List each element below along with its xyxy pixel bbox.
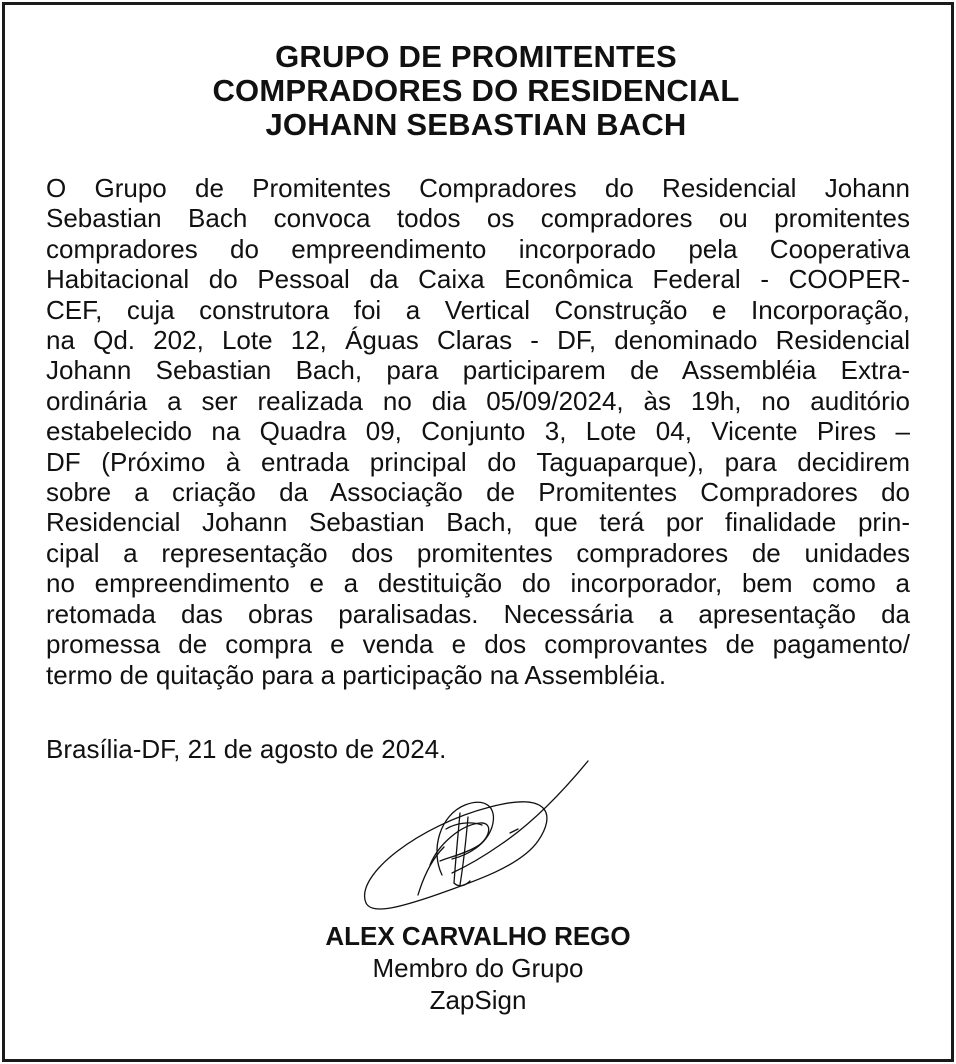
- body-line: sobre a criação da Associação de Promitentes Compradores do: [46, 477, 910, 508]
- body-line: promessa de compra e venda e dos comprovantes de pagamento/: [46, 629, 910, 660]
- body-line: no empreendimento e a destituição do incorporador, bem como a: [46, 568, 910, 599]
- notice-body: [46, 173, 910, 690]
- body-line: ordinária a ser realizada no dia 05/09/2024, às 19h, no auditório: [46, 385, 910, 416]
- body-line: Residencial Johann Sebastian Bach, que terá por finalidade prin-: [46, 507, 910, 538]
- signer-role: Membro do Grupo: [372, 953, 584, 983]
- body-line: retomada das obras paralisadas. Necessária a apresentação da: [46, 598, 910, 629]
- body-line: CEF, cuja construtora foi a Vertical Construção e Incorporação,: [46, 294, 910, 325]
- title-line-2: COMPRADORES DO RESIDENCIAL: [212, 73, 740, 108]
- signer-name: ALEX CARVALHO REGO: [325, 921, 631, 951]
- title-line-3: JOHANN SEBASTIAN BACH: [265, 107, 687, 142]
- body-line: cipal a representação dos promitentes compradores de unidades: [46, 537, 910, 568]
- body-line: na Qd. 202, Lote 12, Águas Claras - DF, denominado Residencial: [46, 325, 910, 356]
- body-line: O Grupo de Promitentes Compradores do Residencial Johann: [46, 173, 910, 203]
- body-line: Sebastian Bach convoca todos os compradores ou promitentes: [46, 203, 910, 234]
- notice-title: [0, 40, 952, 142]
- body-line: termo de quitação para a participação na Assembléia.: [46, 659, 667, 690]
- body-line: compradores do empreendimento incorporado pela Cooperativa: [46, 233, 910, 264]
- handwritten-signature: [360, 755, 600, 925]
- body-line: Johann Sebastian Bach, para participarem de Assembléia Extra-: [46, 355, 910, 386]
- body-line: estabelecido na Quadra 09, Conjunto 3, Lote 04, Vicente Pires –: [46, 416, 910, 447]
- body-line: DF (Próximo à entrada principal do Taguaparque), para decidirem: [46, 446, 910, 477]
- place-date: Brasília-DF, 21 de agosto de 2024.: [46, 734, 447, 764]
- signer-block: [0, 920, 956, 1016]
- signature-platform: ZapSign: [429, 985, 527, 1015]
- body-line: Habitacional do Pessoal da Caixa Econômica Federal - COOPER-: [46, 264, 910, 295]
- title-line-1: GRUPO DE PROMITENTES: [275, 39, 677, 74]
